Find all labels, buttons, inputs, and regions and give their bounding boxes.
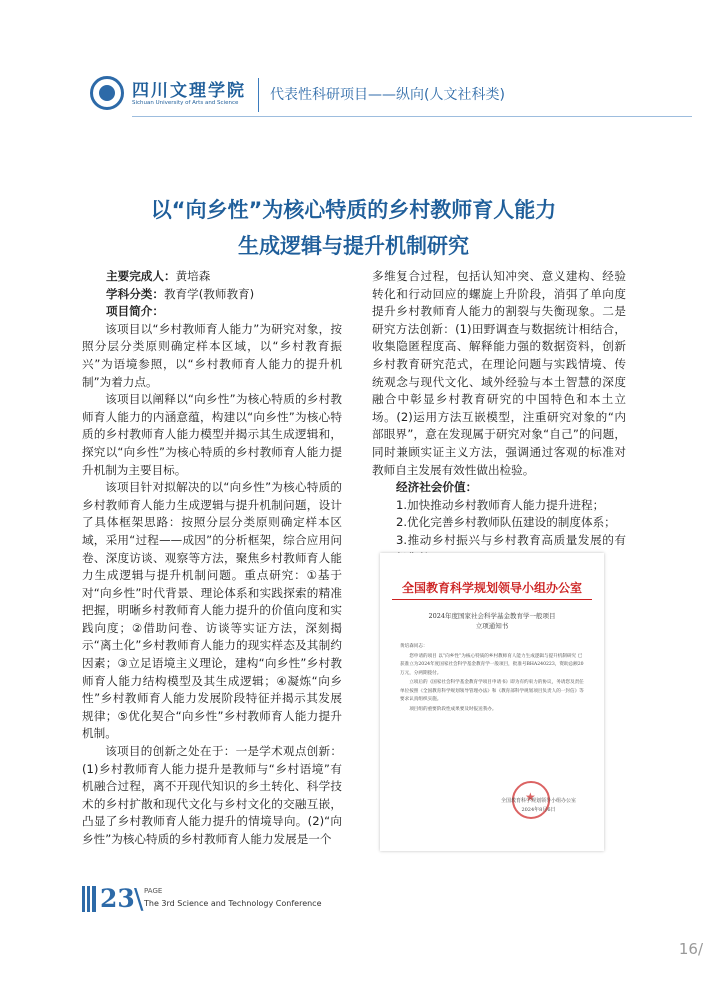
notice-head-1: 2024年度国家社会科学基金教育学一般项目: [428, 612, 556, 620]
school-name-en: Sichuan University of Arts and Science: [132, 100, 239, 106]
left-column: [82, 268, 342, 849]
economic-item-2: 2.优化完善乡村教师队伍建设的制度体系；: [396, 515, 616, 530]
school-name: 四川文理学院: [132, 81, 246, 101]
header-divider: [258, 78, 259, 112]
page-number: 23: [100, 884, 135, 913]
paragraph-4-continued: 多维复合过程，包括认知冲突、意义建构、经验转化和行动回应的螺旋上升阶段，消弭了单向度提升乡村教师育人能力的割裂与失衡现象。二是研究方法创新：(1)田野调查与数据统计相结合，收集隐匿程度高、解释能力强的数据资料，创新乡村教育研究范式，在理论问题与实践情境、传统观念与现代文化、域外经验与本土智慧的深度融合中彰显乡村教育研究的中国特色和本土立场。(2)运用方法互嵌模型，注重研究对象的“内部眼界”，意在发现属于研究对象“自己”的问题，同时兼顾实证主义方法，强调通过客观的标准对教师自主发展有效性做出检验。: [372, 269, 626, 477]
article-title: [0, 192, 707, 264]
discipline-label: 学科分类：: [106, 286, 164, 301]
section-title: 代表性科研项目——纵向(人文社科类): [270, 87, 505, 103]
page-label: PAGE: [144, 887, 163, 895]
footer-slash: \: [134, 882, 144, 915]
notice-sign-org: 全国教育科学规划领导小组办公室: [500, 798, 576, 804]
notice-head-2: 立项通知书: [475, 622, 509, 630]
notice-date: 2024年8月6日: [521, 807, 556, 813]
author-label: 主要完成人：: [106, 269, 176, 283]
notice-salutation: 黄培森同志：: [400, 644, 428, 649]
notice-heading: [380, 611, 604, 631]
intro-label: 项目简介：: [106, 304, 164, 319]
school-logo-icon: [90, 76, 124, 110]
notice-rule: [392, 599, 592, 600]
notice-signature: [501, 797, 576, 815]
notice-body-2: 立项后的《国家社会科学基金教育学项目申请书》即为有约束力的协议，务请您及责任单位按照《全国教育科学规划领导管理办法》和《教育部科学规划项目负责人的一封信》等要求认真组织实施。: [400, 680, 584, 702]
economic-item-1: 1.加快推动乡村教师育人能力提升进程；: [396, 497, 605, 512]
notice-body-1: 您申请的项目 以“向乡性”为核心特质的乡村教师育人能力生成逻辑与提升机制研究 已获准立为2024年度国家社会科学基金教育学一般项目，批准号BHA240223，资助总额20万元，分两期拨付。: [400, 653, 584, 676]
paragraph-3: 该项目针对拟解决的以“向乡性”为核心特质的乡村教师育人能力生成逻辑与提升机制问题，设计了具体框架思路：按照分层分类原则确定样本区域，采用“过程——成因”的分析框架，综合应用问卷、深度访谈、观察等方法，聚焦乡村教师育人能力生成逻辑与提升机制问题。重点研究：①基于对“向乡性”时代背景、理论体系和实践探索的精准把握，明晰乡村教师育人能力提升的价值向度和实践向度；②借助问卷、访谈等实证方法，深刻揭示“离土化”乡村教师育人能力的现实样态及其制约因素；③立足语境主义理论，建构“向乡性”乡村教师育人能力结构模型及其生成逻辑；④凝炼“向乡性”乡村教师育人能力发展阶段特征并揭示其发展规律；⑤优化契合“向乡性”乡村教师育人能力提升机制。: [82, 480, 342, 741]
economic-value-title: 经济社会价值：: [396, 480, 478, 495]
paragraph-1: 该项目以“乡村教师育人能力”为研究对象，按照分层分类原则确定样本区域，以“乡村教育振兴”为语境参照，以“乡村教师育人能力的提升机制”为着力点。: [82, 321, 342, 389]
notice-body-3: 项目组的重要阶段性成果要及时报送我办。: [409, 706, 497, 712]
author-name: 黄培森: [175, 269, 211, 283]
footer-bars-icon: [82, 886, 96, 912]
title-line-2: 生成逻辑与提升机制研究: [238, 234, 469, 258]
page-header: [82, 68, 642, 122]
notice-body: [400, 643, 586, 715]
page-footer: [82, 884, 322, 920]
economic-item-3: 3.推动乡村振兴与乡村教育高质量发展的有: [396, 532, 626, 547]
paragraph-4: 该项目的创新之处在于：一是学术观点创新：(1)乡村教师育人能力提升是教师与“乡村语境”有机融合过程，离不开现代知识的乡土转化、科学技术的乡村扩散和现代文化与乡村文化的交融互嵌，凸显了乡村教师育人能力提升的情境导向。(2)“向乡性”为核心特质的乡村教师育人能力发展是一个: [82, 744, 342, 846]
discipline-value: 教育学(教师教育): [163, 286, 255, 301]
paragraph-2: 该项目以阐释以“向乡性”为核心特质的乡村教师育人能力的内涵意蕴，构建以“向乡性”为核心特质的乡村教师育人能力模型并揭示其生成逻辑和，探究以“向乡性”为核心特质的乡村教师育人能力提升机制为主要目标。: [82, 392, 342, 477]
right-column: [372, 268, 626, 567]
approval-notice-image: [380, 553, 604, 851]
notice-org: 全国教育科学规划领导小组办公室: [401, 581, 582, 595]
discipline-line: [82, 286, 342, 304]
page-index: 16/: [678, 940, 703, 958]
conference-name: The 3rd Science and Technology Conference: [144, 899, 322, 908]
title-line-1: 以“向乡性”为核心特质的乡村教师育人能力: [150, 198, 557, 222]
author-line: [82, 268, 342, 286]
header-rule: [132, 116, 692, 117]
